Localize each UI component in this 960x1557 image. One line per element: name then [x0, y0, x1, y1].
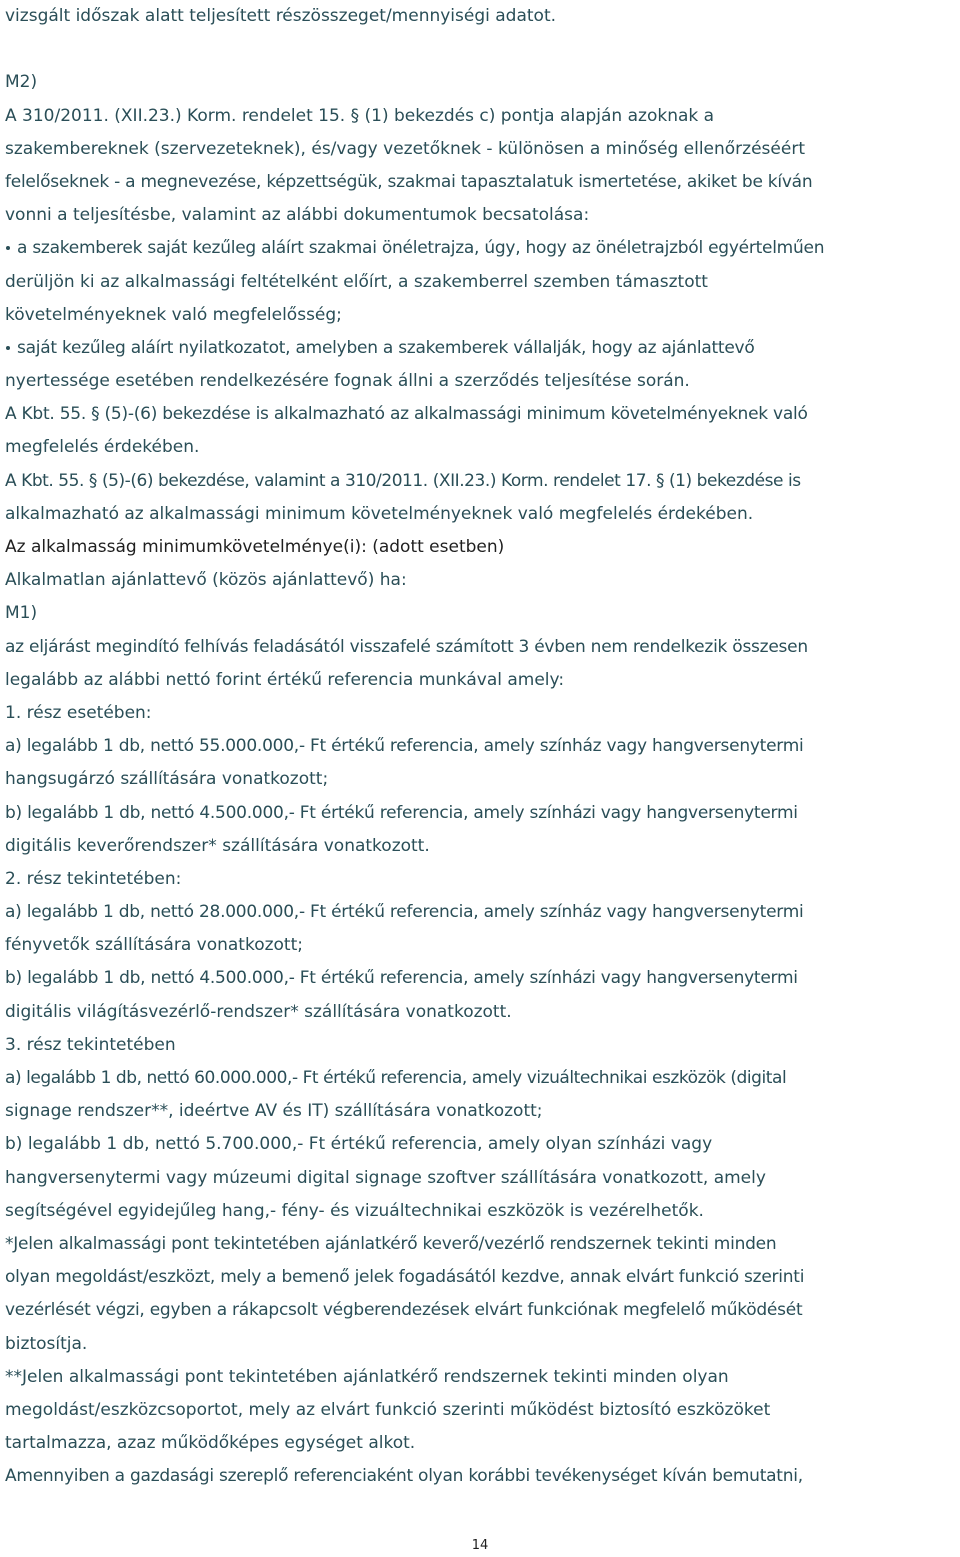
line-text: nyertessége esetében rendelkezésére fognak állni a szerződés teljesítése során. [5, 371, 690, 392]
document-page [5, 0, 955, 1493]
line-text: fényvetők szállítására vonatkozott; [5, 935, 303, 956]
text-line [5, 1162, 955, 1195]
line-text: M1) [5, 603, 38, 624]
line-text: legalább az alábbi nettó forint értékű referencia munkával amely: [5, 669, 565, 690]
text-line [5, 166, 955, 199]
text-line [5, 664, 955, 697]
line-text: b) legalább 1 db, nettó 5.700.000,- Ft értékű referencia, amely olyan színházi vagy [5, 1134, 713, 1155]
text-line [5, 0, 955, 33]
text-line [5, 763, 955, 796]
text-line [5, 33, 955, 66]
line-text: 3. rész tekintetében [5, 1034, 176, 1055]
text-line [5, 697, 955, 730]
section-heading [5, 531, 955, 564]
bullet-item [5, 332, 955, 365]
line-text: segítségével egyidejűleg hang,- fény- és vizuáltechnikai eszközök is vezérelhetők. [5, 1200, 704, 1221]
text-line [5, 1460, 955, 1493]
text-line [5, 1062, 955, 1095]
text-line [5, 896, 955, 929]
text-line [5, 1195, 955, 1228]
bullet-icon [6, 246, 10, 250]
text-line [5, 929, 955, 962]
line-text: b) legalább 1 db, nettó 4.500.000,- Ft értékű referencia, amely színházi vagy hangversenytermi [5, 968, 798, 989]
text-line [5, 1361, 955, 1394]
line-text: A Kbt. 55. § (5)-(6) bekezdése, valamint a 310/2011. (XII.23.) Korm. rendelet 17. § (1) bekezdése is [5, 470, 801, 491]
text-line [5, 199, 955, 232]
text-line [5, 1228, 955, 1261]
text-line [5, 498, 955, 531]
text-line [5, 431, 955, 464]
line-text: *Jelen alkalmassági pont tekintetében ajánlatkérő keverő/vezérlő rendszernek tekinti minden [5, 1233, 777, 1254]
text-line [5, 962, 955, 995]
text-line [5, 133, 955, 166]
text-line [5, 863, 955, 896]
text-line [5, 1029, 955, 1062]
text-line [5, 266, 955, 299]
text-line [5, 66, 955, 99]
line-text: szakembereknek (szervezeteknek), és/vagy vezetőknek - különösen a minőség ellenőrzéséért [5, 138, 805, 159]
line-text: derüljön ki az alkalmassági feltételként előírt, a szakemberrel szemben támasztott [5, 271, 708, 292]
text-line [5, 830, 955, 863]
line-text: felelőseknek - a megnevezése, képzettségük, szakmai tapasztalatuk ismertetése, akiket be kíván [5, 171, 813, 192]
text-line [5, 996, 955, 1029]
text-line [5, 1294, 955, 1327]
line-text: Alkalmatlan ajánlattevő (közös ajánlattevő) ha: [5, 570, 407, 591]
line-text: A 310/2011. (XII.23.) Korm. rendelet 15. § (1) bekezdés c) pontja alapján azoknak a [5, 105, 715, 126]
line-text: a) legalább 1 db, nettó 28.000.000,- Ft értékű referencia, amely színház vagy hangversenytermi [5, 902, 804, 923]
text-line [5, 797, 955, 830]
text-line [5, 1394, 955, 1427]
line-text: tartalmazza, azaz működőképes egységet alkot. [5, 1433, 416, 1454]
line-text: megoldást/eszközcsoportot, mely az elvárt funkció szerinti működést biztosító eszközöket [5, 1399, 771, 1420]
text-line [5, 1261, 955, 1294]
line-text: digitális világításvezérlő-rendszer* szállítására vonatkozott. [5, 1001, 512, 1022]
text-line [5, 100, 955, 133]
text-line [5, 398, 955, 431]
text-line [5, 1328, 955, 1361]
line-text: A Kbt. 55. § (5)-(6) bekezdése is alkalmazható az alkalmassági minimum követelményeknek való [5, 404, 808, 425]
line-text: a) legalább 1 db, nettó 55.000.000,- Ft értékű referencia, amely színház vagy hangversenytermi [5, 736, 804, 757]
text-line [5, 597, 955, 630]
text-line [5, 365, 955, 398]
line-text: digitális keverőrendszer* szállítására vonatkozott. [5, 835, 430, 856]
text-line [5, 465, 955, 498]
line-text: vonni a teljesítésbe, valamint az alábbi dokumentumok becsatolása: [5, 205, 590, 226]
text-line [5, 730, 955, 763]
line-text: hangsugárzó szállítására vonatkozott; [5, 769, 329, 790]
line-text: olyan megoldást/eszközt, mely a bemenő jelek fogadásától kezdve, annak elvárt funkció szerinti [5, 1267, 805, 1288]
line-text: **Jelen alkalmassági pont tekintetében ajánlatkérő rendszernek tekinti minden olyan [5, 1366, 729, 1387]
text-line [5, 564, 955, 597]
text-line [5, 1128, 955, 1161]
line-text: M2) [5, 72, 38, 93]
line-text: a) legalább 1 db, nettó 60.000.000,- Ft értékű referencia, amely vizuáltechnikai eszközök (digital [5, 1068, 787, 1088]
line-text: Az alkalmasság minimumkövetelménye(i): (adott esetben) [5, 537, 505, 557]
line-text: b) legalább 1 db, nettó 4.500.000,- Ft értékű referencia, amely színházi vagy hangversenytermi [5, 802, 798, 823]
line-text: vezérlését végzi, egyben a rákapcsolt végberendezések elvárt funkciónak megfelelő működését [5, 1300, 803, 1321]
line-text: vizsgált időszak alatt teljesített részösszeget/mennyiségi adatot. [5, 6, 557, 26]
line-text: signage rendszer**, ideértve AV és IT) szállítására vonatkozott; [5, 1101, 543, 1122]
line-text: alkalmazható az alkalmassági minimum követelményeknek való megfelelés érdekében. [5, 503, 754, 524]
line-text: biztosítja. [5, 1333, 88, 1354]
line-text: a szakemberek saját kezűleg aláírt szakmai önéletrajza, úgy, hogy az önéletrajzból egyértelműen [17, 238, 825, 259]
line-text: 1. rész esetében: [5, 702, 152, 723]
line-text: megfelelés érdekében. [5, 437, 200, 458]
page-number: 14 [471, 1538, 489, 1553]
line-text: Amennyiben a gazdasági szereplő referenciaként olyan korábbi tevékenységet kíván bemutatni, [5, 1466, 803, 1487]
line-text: az eljárást megindító felhívás feladásától visszafelé számított 3 évben nem rendelkezik összesen [5, 636, 808, 657]
bullet-item [5, 232, 955, 265]
text-line [5, 1095, 955, 1128]
line-text: saját kezűleg aláírt nyilatkozatot, amelyben a szakemberek vállalják, hogy az ajánlattevő [17, 337, 755, 358]
bullet-icon [6, 346, 10, 350]
text-line [5, 1427, 955, 1460]
text-line [5, 299, 955, 332]
line-text: követelményeknek való megfelelősség; [5, 304, 342, 325]
text-line [5, 631, 955, 664]
line-text: hangversenytermi vagy múzeumi digital signage szoftver szállítására vonatkozott, amely [5, 1167, 766, 1188]
line-text: 2. rész tekintetében: [5, 868, 182, 889]
